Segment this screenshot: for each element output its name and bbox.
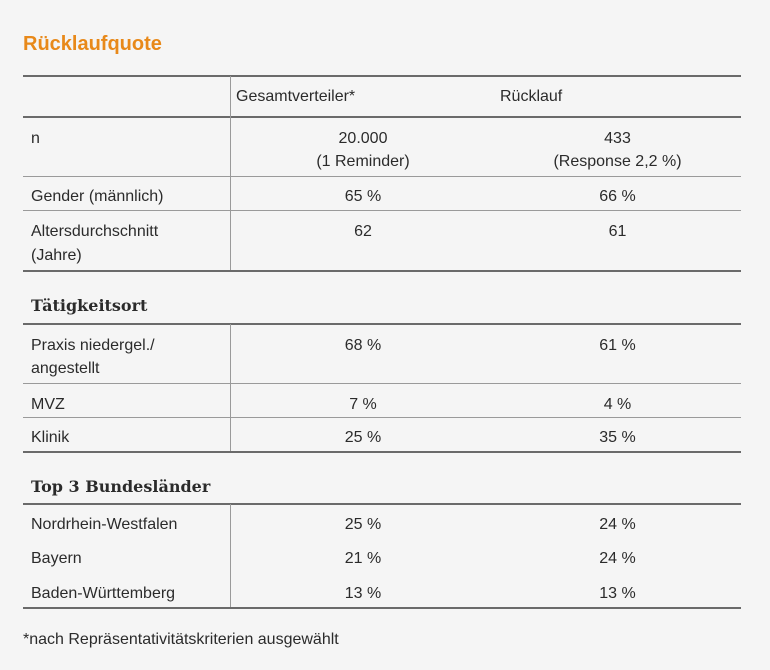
- row-klinik-label: Klinik: [31, 429, 70, 446]
- row-bw-label: Baden-Württemberg: [31, 585, 176, 602]
- page-title: Rücklaufquote: [23, 33, 162, 55]
- row-bayern-ruecklauf: 24 %: [599, 550, 636, 567]
- row-age-label: Altersdurchschnitt: [31, 223, 159, 240]
- row-praxis-label: Praxis niedergel./: [31, 337, 155, 354]
- row-age-ruecklauf: 61: [608, 223, 627, 240]
- header-rule: [23, 116, 741, 118]
- row-bayern-label: Bayern: [31, 550, 82, 567]
- row-nrw-gesamt: 25 %: [344, 516, 382, 533]
- row-n-ruecklauf: 433: [604, 130, 631, 147]
- section-heading-bundeslaender: Top 3 Bundesländer: [31, 477, 211, 496]
- row-gender-ruecklauf: 66 %: [599, 188, 636, 205]
- row-rule: [23, 383, 741, 384]
- row-praxis-label-2: angestellt: [31, 360, 100, 377]
- section-rule: [23, 503, 741, 505]
- row-age-gesamt: 62: [354, 223, 372, 240]
- table-bottom-rule: [23, 607, 741, 609]
- row-nrw-ruecklauf: 24 %: [599, 516, 636, 533]
- row-nrw-label: Nordrhein-Westfalen: [31, 516, 178, 533]
- block-rule: [23, 451, 741, 453]
- header-ruecklauf: Rücklauf: [500, 88, 563, 105]
- row-n-gesamt: 20.000: [338, 130, 388, 147]
- row-praxis-gesamt: 68 %: [344, 337, 382, 354]
- header-gesamtverteiler: Gesamtverteiler*: [236, 88, 356, 105]
- footnote: *nach Repräsentativitätskriterien ausgewählt: [23, 631, 339, 648]
- row-mvz-gesamt: 7 %: [349, 396, 377, 413]
- row-gender-label: Gender (männlich): [31, 188, 164, 205]
- column-divider: [230, 324, 231, 451]
- row-mvz-ruecklauf: 4 %: [603, 396, 632, 413]
- row-n-label: n: [31, 130, 40, 147]
- section-heading-taetigkeitsort: Tätigkeitsort: [31, 296, 148, 315]
- row-n-gesamt-note: (1 Reminder): [316, 153, 410, 170]
- row-age-label-unit: (Jahre): [31, 247, 82, 264]
- column-divider: [230, 504, 231, 608]
- row-praxis-ruecklauf: 61 %: [599, 337, 636, 354]
- row-n-ruecklauf-note: (Response 2,2 %): [553, 153, 682, 170]
- row-klinik-gesamt: 25 %: [344, 429, 382, 446]
- row-bayern-gesamt: 21 %: [344, 550, 382, 567]
- row-rule: [23, 210, 741, 211]
- row-klinik-ruecklauf: 35 %: [599, 429, 636, 446]
- row-mvz-label: MVZ: [31, 396, 65, 413]
- row-gender-gesamt: 65 %: [344, 188, 382, 205]
- row-bw-ruecklauf: 13 %: [599, 585, 636, 602]
- column-divider: [230, 76, 231, 271]
- row-rule: [23, 417, 741, 418]
- block-rule: [23, 270, 741, 272]
- section-rule: [23, 323, 741, 325]
- table-top-rule: [23, 75, 741, 77]
- row-rule: [23, 176, 741, 177]
- row-bw-gesamt: 13 %: [344, 585, 382, 602]
